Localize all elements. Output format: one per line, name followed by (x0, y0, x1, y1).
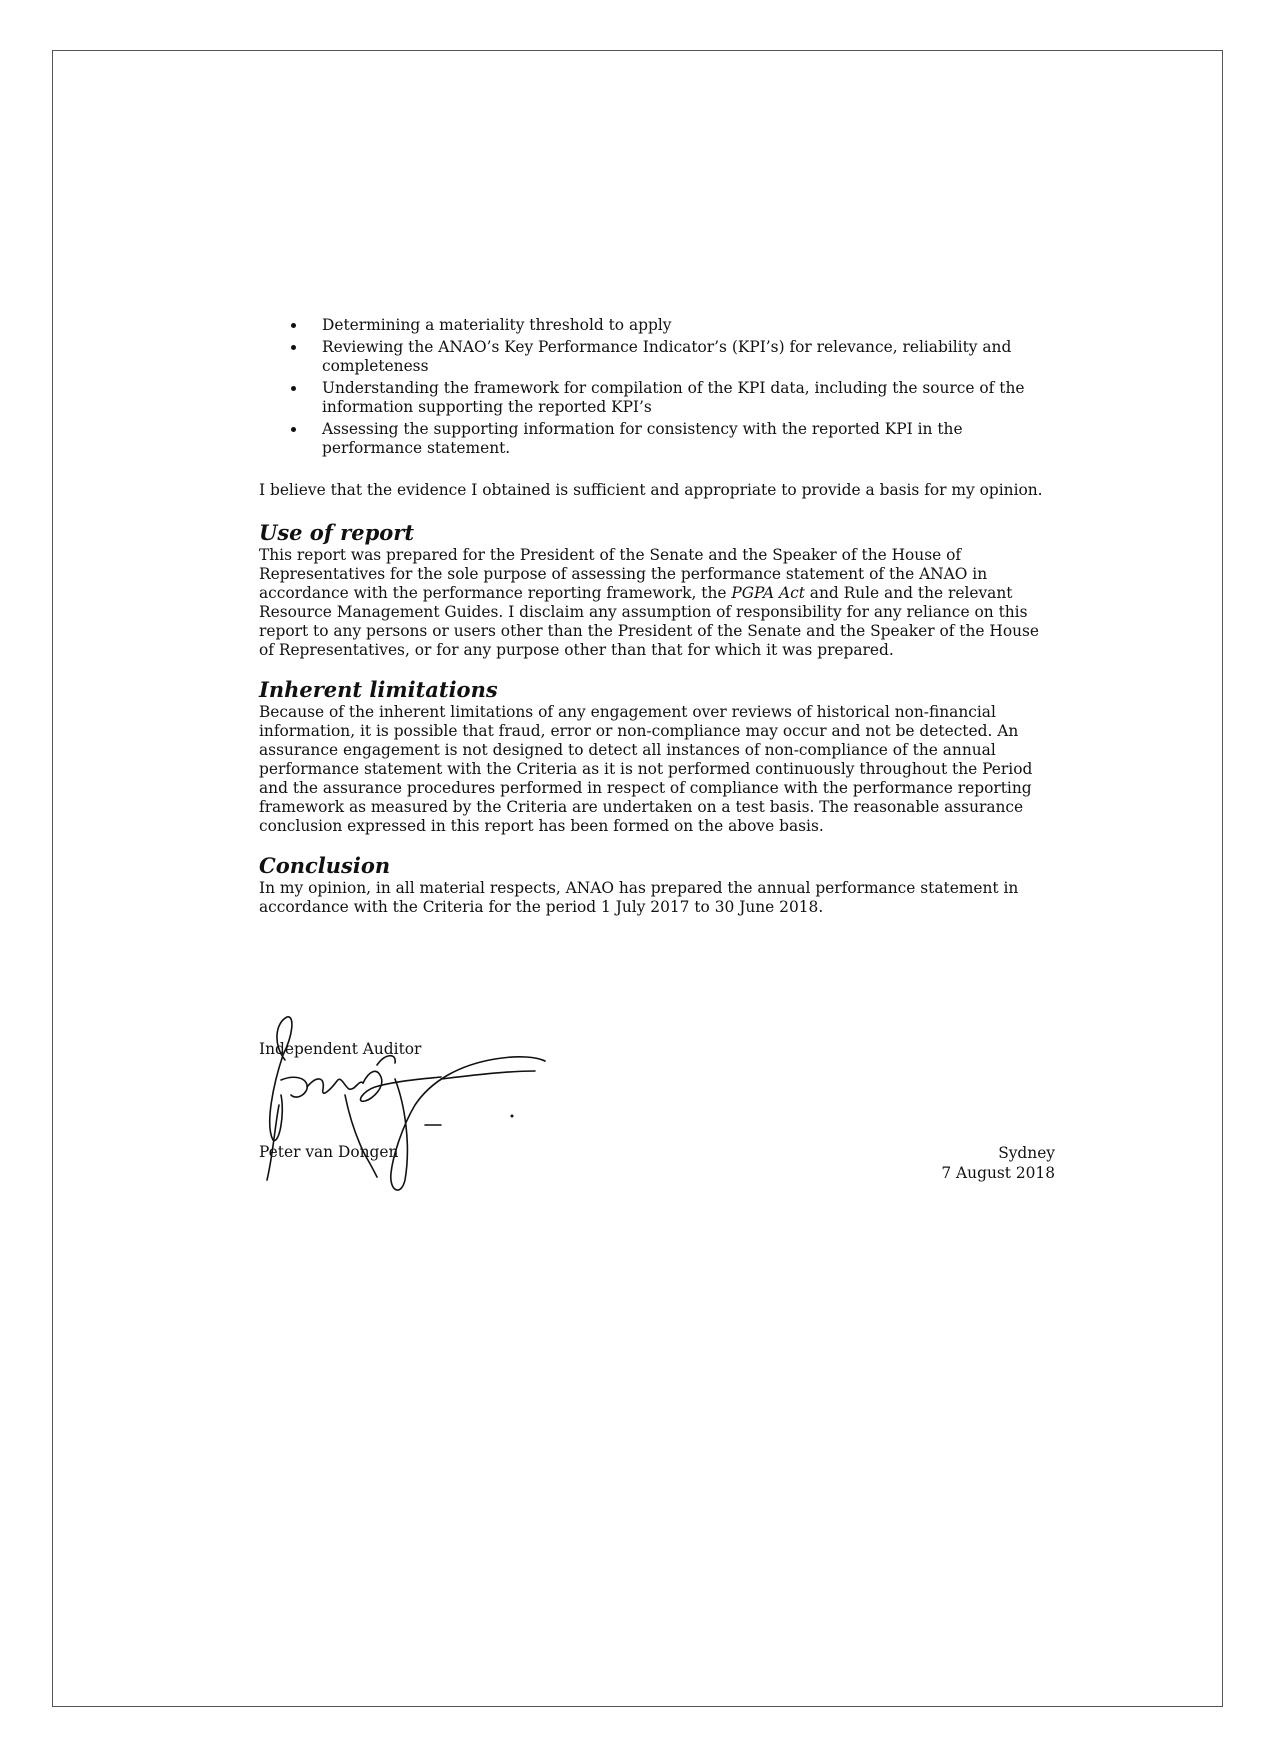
list-item: Determining a materiality threshold to apply (259, 316, 1055, 335)
use-of-report-text-start: This report was prepared for the President of the Senate and the Speaker of the House of Representatives for the sole purpose of assessing the performance statement of the ANAO in accordance with the performance reporting framework, the (259, 546, 988, 602)
signatory-name: Peter van Dongen (259, 1143, 399, 1161)
list-item: Reviewing the ANAO’s Key Performance Indicator’s (KPI’s) for relevance, reliability and completeness (259, 338, 1055, 376)
inherent-limitations-paragraph: Because of the inherent limitations of any engagement over reviews of historical non-financial information, it is possible that fraud, error or non-compliance may occur and not be detected. An assurance engagement is not designed to detect all instances of non-compliance of the annual performance statement with the Criteria as it is not performed continuously throughout the Period and the assurance procedures performed in respect of compliance with the performance reporting framework as measured by the Criteria are undertaken on a test basis. The reasonable assurance conclusion expressed in this report has been formed on the above basis. (259, 703, 1033, 835)
signatory-role: Independent Auditor (259, 1040, 422, 1058)
procedures-list (259, 316, 1055, 458)
signing-date: 7 August 2018 (941, 1164, 1055, 1182)
use-of-report-paragraph (259, 546, 1055, 660)
use-of-report-text-end: and Rule and the relevant Resource Management Guides. I disclaim any assumption of responsibility for any reliance on this report to any persons or users other than the President of the Senate and the Speaker of the House of Representatives, or for any purpose other than that for which it was prepared. (259, 584, 1040, 659)
conclusion-paragraph: In my opinion, in all material respects, ANAO has prepared the annual performance statement in accordance with the Criteria for the period 1 July 2017 to 30 June 2018. (259, 879, 1019, 916)
use-of-report-heading: Use of report (259, 520, 415, 545)
evidence-statement: I believe that the evidence I obtained is sufficient and appropriate to provide a basis for my opinion. (259, 481, 1043, 499)
conclusion-heading: Conclusion (259, 853, 391, 878)
inherent-limitations-heading: Inherent limitations (259, 677, 498, 702)
list-item: Understanding the framework for compilation of the KPI data, including the source of the information supporting the reported KPI’s (259, 379, 1055, 417)
signing-place: Sydney (998, 1144, 1055, 1162)
report-content (259, 316, 1055, 917)
pgpa-act-reference: PGPA Act (731, 584, 805, 602)
list-item: Assessing the supporting information for consistency with the reported KPI in the performance statement. (259, 420, 1055, 458)
